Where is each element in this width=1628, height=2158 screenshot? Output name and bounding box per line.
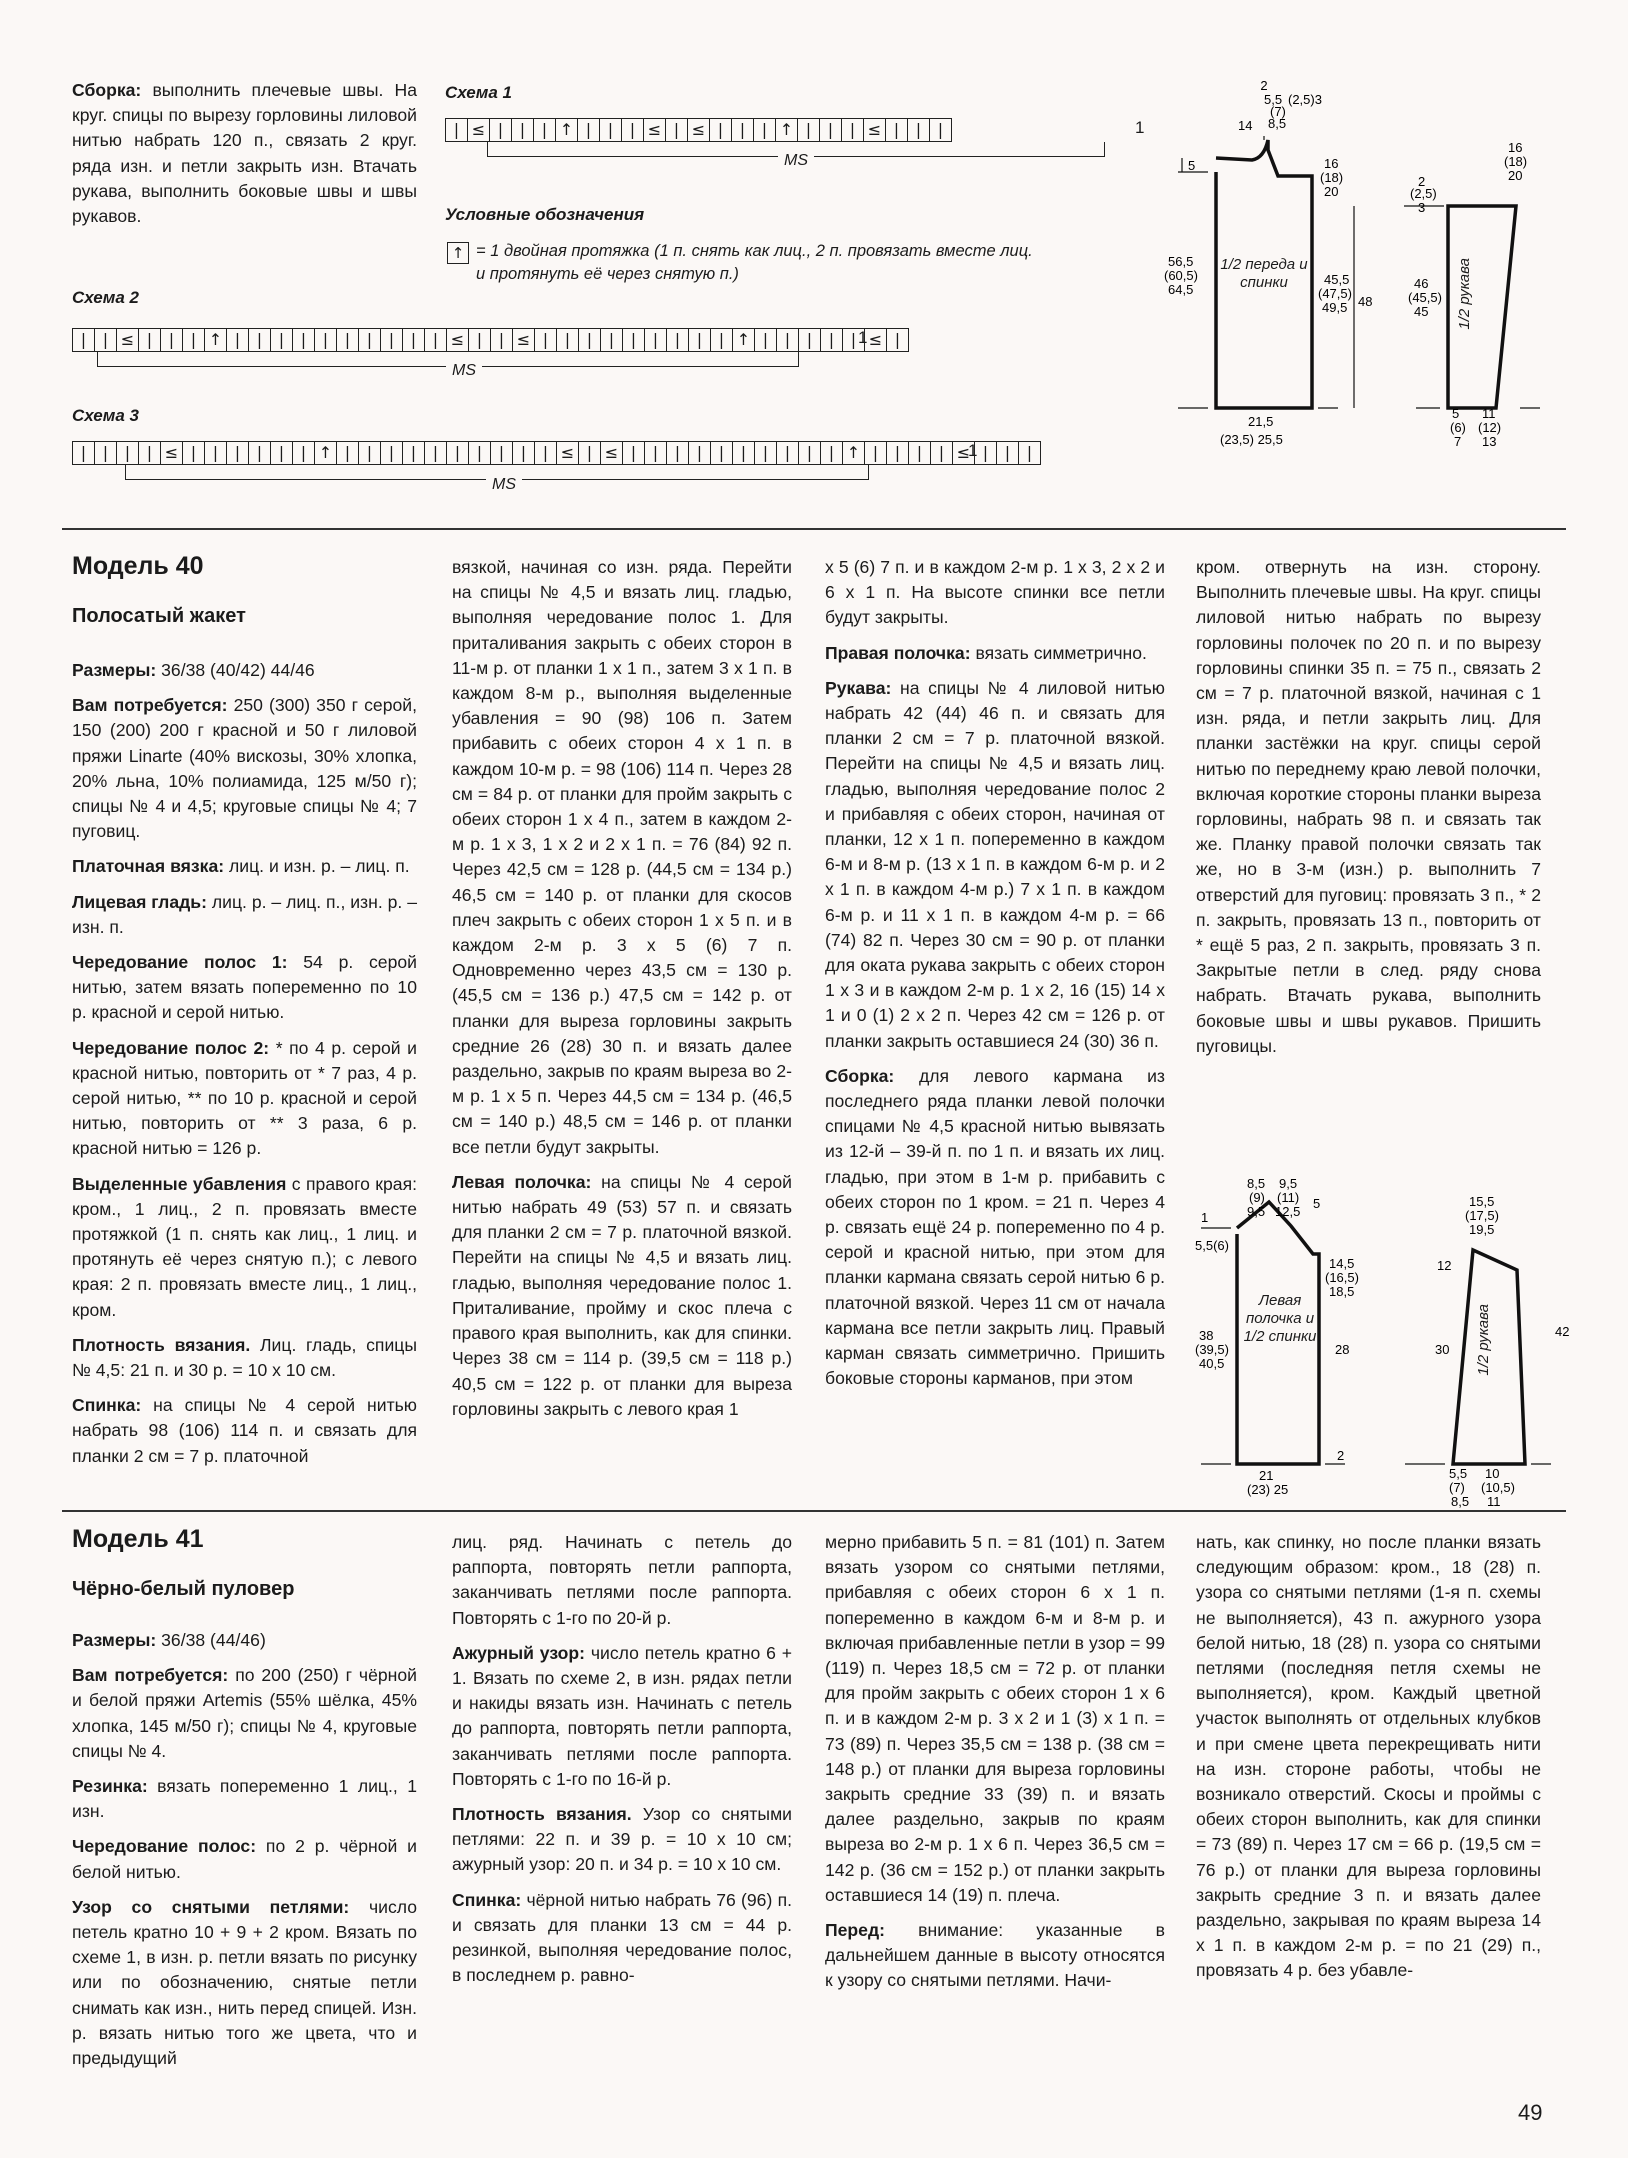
page-number: 49 <box>1518 2100 1543 2125</box>
paragraph-text: вязать симметрично. <box>970 642 1147 663</box>
left-front-label: Левая полочка и 1/2 спинки <box>1243 1292 1317 1345</box>
schema3-cell: ↑ <box>843 442 865 464</box>
double-slip-icon: ↑ <box>447 242 469 264</box>
bs-dim-15-5: 15,5 <box>1469 1194 1495 1209</box>
paragraph-text: число петель кратно 6 + 1. Вязать по схеме 2, в изн. рядах петли и накиды вязать изн. Начинать с петель до раппорта, повторять петли раппорта, заканчивать петлями после раппорта. Повторять с 1-го по 16-й р. <box>452 1642 792 1789</box>
paragraph <box>72 1895 417 2071</box>
paragraph-text: нать, как спинку, но после планки вязать следующим образом: кром., 18 (28) п. узора со снятыми петлями (1-я п. схемы не выполняется), 43 п. ажурного узора белой нитью, 18 (28) п. узора со снятыми петлями (последняя петля схемы не выполняется), кром. Каждый цветной участок выполнять от отдельных клубков и при смене цвета перекрещивать нити на изн. стороне работы, чтобы не возникало отверстий. Скосы и проймы с обеих сторон выполнить, как для спинки = 73 (89) п. Через 17 см = 66 р. (19,5 см = 76 р.) от планки для выреза горловины закрыть средние 3 п. и вязать далее раздельно, закрывая по краям выреза 14 x 1 п. в каждом 2-м р. = по 21 (29) п., провязать 4 р. без убавле- <box>1196 1532 1541 1981</box>
schema2-cell: ≤ <box>513 329 535 351</box>
bs-dim-7: (7) <box>1449 1480 1465 1495</box>
schema3-cell: | <box>513 442 535 464</box>
dim-56-5: 56,5 <box>1168 254 1194 269</box>
paragraph-heading: Правая полочка: <box>825 642 971 663</box>
schema1-cell: | <box>937 120 944 139</box>
schema3-cell: | <box>117 442 139 464</box>
schema3-cell: | <box>623 442 645 464</box>
schema3-cell: | <box>271 442 293 464</box>
paragraph <box>825 641 1165 666</box>
paragraph-text: внимание: указанные в дальнейшем данные в высоту относятся к узору со снятыми петлями. Начи- <box>825 1920 1165 1991</box>
model40-column-4 <box>1196 555 1541 1059</box>
paragraph-text: лиц. ряд. Начинать с петель до раппорта, повторять петли раппорта, заканчивать петлями после раппорта. Повторять с 1-го по 20-й р. <box>452 1532 792 1628</box>
paragraph <box>72 854 417 879</box>
b-dim-9: (9) <box>1249 1190 1265 1205</box>
schema3-cell: | <box>227 442 249 464</box>
dim-20: 20 <box>1324 184 1339 199</box>
paragraph-text: лиц. р. – лиц. п., изн. р. – изн. п. <box>72 891 417 937</box>
bs-dim-10: 10 <box>1485 1466 1500 1481</box>
b-dim-9-5b: 9,5 <box>1279 1176 1298 1191</box>
schema2-row-number: 1 <box>858 328 868 347</box>
paragraph-heading: Чередование полос 1: <box>72 952 288 973</box>
paragraph-text: чёрной нитью набрать 76 (96) п. и связать для планки 13 см = 44 р. резинкой, выполняя чередование полос, в последнем р. равно- <box>452 1889 792 1986</box>
schema3-cell: | <box>491 442 513 464</box>
schema3-title: Схема 3 <box>72 406 139 425</box>
schema1-cell: | <box>710 119 732 141</box>
bs-dim-10-5: (10,5) <box>1481 1480 1515 1495</box>
schema2-cell: | <box>799 329 821 351</box>
schema1-cell: | <box>490 119 512 141</box>
paragraph-text: по 2 р. чёрной и белой нитью. <box>72 1836 417 1882</box>
schema1-cell: | <box>666 119 688 141</box>
paragraph-heading: Выделенные убавления <box>72 1173 287 1194</box>
paragraph <box>72 950 417 1026</box>
paragraph-text: 36/38 (40/42) 44/46 <box>156 660 315 680</box>
dim-2: 2 <box>1260 78 1268 93</box>
sleeve-dim-7: 7 <box>1454 434 1462 449</box>
paragraph <box>452 555 792 1160</box>
paragraph <box>72 693 417 844</box>
paragraph-text: на спицы № 4 серой нитью набрать 49 (53) 57 п. и связать для планки 2 см = 7 р. платочной вязкой. Перейти на спицы № 4,5 и вязать лиц. гладью, выполняя чередование полос 1. Приталивание, пройму и скос плеча с правого края выполнить, как для спинки. Через 38 см = 114 р. (39,5 см = 118 р.) 40,5 см = 122 р. от планки для выреза горловины закрыть с левого края 1 <box>452 1171 792 1419</box>
paragraph-heading: Резинка: <box>72 1776 148 1797</box>
b-dim-28: 28 <box>1335 1342 1350 1357</box>
schema3-cell: | <box>205 442 227 464</box>
dim-16: 16 <box>1324 156 1339 171</box>
model41-title: Модель 41 <box>72 1525 204 1553</box>
schema1-cell: | <box>446 119 468 141</box>
paragraph <box>452 1170 792 1422</box>
paragraph-heading: Чередование полос: <box>72 1836 257 1857</box>
sleeve-dim-48: 48 <box>1358 294 1373 309</box>
dim-18: (18) <box>1320 170 1344 185</box>
paragraph-text: по 200 (250) г чёрной и белой пряжи Artemis (55% шёлка, 45% хлопка, 145 м/50 г); спицы № 4, круговые спицы № 4. <box>72 1665 417 1761</box>
pattern-diagram-model41 <box>1195 1174 1595 1509</box>
schema3-cell: | <box>337 442 359 464</box>
paragraph-heading: Вам потребуется: <box>72 1665 229 1686</box>
sleeve-label-b: 1/2 рукава <box>1475 1304 1492 1376</box>
legend-title: Условные обозначения <box>445 205 645 224</box>
schema1-cell: | <box>600 119 622 141</box>
model40-column-1 <box>72 658 417 1469</box>
paragraph-heading: Размеры: <box>72 1630 157 1650</box>
paragraph-text: Узор со снятыми петлями: 22 п. и 39 р. = 10 x 10 см; ажурный узор: 20 п. и 34 р. = 10 x 10 см. <box>452 1804 792 1875</box>
paragraph-heading: Ажурный узор: <box>452 1642 586 1663</box>
model40-subtitle: Полосатый жакет <box>72 605 246 627</box>
dim-47-5: (47,5) <box>1318 286 1352 301</box>
paragraph-heading: Размеры: <box>72 660 157 680</box>
bs-dim-11: 11 <box>1487 1494 1501 1509</box>
sleeve-dim-16: 16 <box>1508 140 1523 155</box>
schema3-cell: | <box>579 442 601 464</box>
schema3-cell: | <box>931 442 953 464</box>
paragraph-heading: Левая полочка: <box>452 1171 592 1192</box>
b-dim-5: 5 <box>1313 1196 1321 1211</box>
schema1-cell: ≤ <box>864 119 886 141</box>
dim-14: 14 <box>1238 118 1253 133</box>
schema3-cell: ≤ <box>953 442 975 464</box>
paragraph-text: число петель кратно 10 + 9 + 2 кром. Вязать по схеме 1, в изн. р. петли вязать по рисунку или по обозначению, снятые петли снимать как изн., нить перед спицей. Изн. р. вязать нитью того же цвета, что и предыдущий <box>72 1896 417 2069</box>
schema2-cell: | <box>623 329 645 351</box>
sleeve-dim-45: 45 <box>1414 304 1429 319</box>
sleeve-dim-18: (18) <box>1504 154 1528 169</box>
paragraph <box>72 1628 417 1653</box>
assembly-label: Сборка: <box>72 80 142 100</box>
schema1-cell: ≤ <box>644 119 666 141</box>
paragraph-heading: Узор со снятыми петлями: <box>72 1896 350 1917</box>
front-back-label: 1/2 переда и спинки <box>1220 256 1308 291</box>
paragraph-text: Лиц. гладь, спицы № 4,5: 21 п. и 30 р. = 10 x 10 см. <box>72 1334 417 1381</box>
schema3-cell: | <box>887 442 909 464</box>
b-dim-2: 2 <box>1337 1448 1345 1463</box>
model41-column-1 <box>72 1628 417 2071</box>
paragraph-text: x 5 (6) 7 п. и в каждом 2-м р. 1 x 3, 2 x 2 и 6 x 1 п. На высоте спинки все петли будут закрыты. <box>825 557 1165 628</box>
schema3-cell: | <box>865 442 887 464</box>
schema1-ms-label: MS <box>778 152 814 170</box>
schema2-cell: | <box>73 329 95 351</box>
paragraph-heading: Чередование полос 2: <box>72 1037 270 1058</box>
schema3-cell: | <box>249 442 271 464</box>
schema3-cell: | <box>667 442 689 464</box>
schema2-cell: | <box>755 329 777 351</box>
sleeve-dim-6: (6) <box>1450 420 1466 435</box>
schema3-cell: | <box>975 442 997 464</box>
b-dim-23-25: (23) 25 <box>1247 1482 1289 1497</box>
paragraph-heading: Спинка: <box>72 1395 142 1416</box>
schema2-cell: | <box>95 329 117 351</box>
schema2-cell: | <box>777 329 799 351</box>
paragraph-text: лиц. и изн. р. – лиц. п. <box>224 856 410 877</box>
sleeve-dim-2-5: (2,5) <box>1410 186 1437 201</box>
paragraph-heading: Лицевая гладь: <box>72 891 207 912</box>
dim-2-5-3: (2,5)3 <box>1288 92 1322 107</box>
paragraph-text: 54 р. серой нитью, затем вязать попеременно по 10 р. красной и серой нитью. <box>72 952 417 1023</box>
schema3-cell: | <box>139 442 161 464</box>
b-dim-39-5: (39,5) <box>1195 1342 1229 1357</box>
paragraph-heading: Плотность вязания. <box>72 1334 251 1355</box>
schema1-cell: | <box>754 119 776 141</box>
model41-column-2 <box>452 1530 792 1988</box>
schema1-chart <box>445 118 952 142</box>
schema2-cell: | <box>645 329 667 351</box>
dim-21-5: 21,5 <box>1248 414 1274 429</box>
schema3-cell: | <box>469 442 491 464</box>
schema2-cell: | <box>535 329 557 351</box>
schema2-cell: | <box>337 329 359 351</box>
sleeve-dim-2: 2 <box>1418 174 1426 189</box>
schema3-cell: | <box>733 442 755 464</box>
paragraph-heading: Сборка: <box>825 1065 895 1086</box>
model41-column-4 <box>1196 1530 1541 1984</box>
b-dim-14-5: 14,5 <box>1329 1256 1355 1271</box>
bs-dim-8-5: 8,5 <box>1451 1494 1470 1509</box>
schema3-cell: | <box>535 442 557 464</box>
dim-5-5: 5,5 <box>1264 92 1283 107</box>
schema2-cell: | <box>491 329 513 351</box>
sleeve-dim-46: 46 <box>1414 276 1429 291</box>
paragraph-text: вязать попеременно 1 лиц., 1 изн. <box>72 1776 417 1822</box>
paragraph <box>825 1530 1165 1908</box>
b-dim-18-5: 18,5 <box>1329 1284 1355 1299</box>
schema3-cell: | <box>755 442 777 464</box>
dim-60-5: (60,5) <box>1164 268 1198 283</box>
paragraph <box>825 1064 1165 1392</box>
model40-title: Модель 40 <box>72 552 204 580</box>
bs-dim-19-5: 19,5 <box>1469 1222 1495 1237</box>
schema2-cell: | <box>557 329 579 351</box>
paragraph <box>72 1834 417 1884</box>
paragraph-text: для левого кармана из последнего ряда планки левой полочки спицами № 4,5 красной нитью вывязать из 12-й – 39-й п. по 1 п. и вязать их лиц. гладью, при этом в 1-м р. прибавить с обеих сторон по 1 кром. = 21 п. Через 4 р. связать ещё 24 р. попеременно по 4 р. серой и красной нитью, при этом для планки кармана связать серой нитью 6 р. платочной вязкой. Через 11 см от начала кармана все петли закрыть лиц. Правый карман связать симметрично. Пришить боковые стороны карманов, при этом <box>825 1065 1165 1389</box>
paragraph-text: мерно прибавить 5 п. = 81 (101) п. Затем вязать узором со снятыми петлями, прибавляя с обеих сторон 6 x 1 п. попеременно в каждом 6-м и 8-м р. и включая прибавленные петли в узор = 99 (119) п. Через 18,5 см = 72 р. от планки для пройм закрыть с обеих сторон 1 x 6 п. и в каждом 2-м р. 3 x 2 и 1 (3) x 1 п. = 73 (89) п. Через 35,5 см = 138 р. (38 см = 148 р.) от планки для выреза горловины закрыть средние 33 (39) п. и вязать далее раздельно, закрыв по краям выреза во 2-м р. 1 x 6 п. Через 36,5 см = 142 р. (36 см = 152 р.) от планки закрыть оставшиеся 14 (19) п. плеча. <box>825 1532 1165 1905</box>
schema1-cell: | <box>798 119 820 141</box>
sleeve-dim-5: 5 <box>1452 406 1460 421</box>
schema3-ms-label: MS <box>486 476 522 494</box>
paragraph <box>72 1036 417 1162</box>
paragraph-text: кром. отвернуть на изн. сторону. Выполнить плечевые швы. На круг. спицы лиловой нитью набрать по вырезу горловины полочек по 20 п. и по вырезу горловины спинки 35 п. = 75 п., связать 2 см = 7 р. платочной вязкой, начиная с 1 изн. ряда, и петли закрыть лиц. Для планки застёжки на круг. спицы серой нитью по переднему краю левой полочки, включая короткие стороны планки выреза горловины, набрать 98 п. и связать так же. Планку правой полочки связать так же, но в 3-м (изн.) р. выполнить 7 отверстий для пуговиц: провязать 3 п., * 2 п. закрыть, провязать 13 п., повторить от * ещё 5 раз, 2 п. закрыть, провязать 3 п. Закрытые петли в след. ряду снова набрать. Втачать рукава, выполнить боковые швы и швы рукавов. Пришить пуговицы. <box>1196 557 1541 1056</box>
sleeve-dim-12: (12) <box>1478 420 1502 435</box>
paragraph <box>825 555 1165 631</box>
dim-64-5: 64,5 <box>1168 282 1194 297</box>
schema3-grid <box>72 441 1041 465</box>
paragraph <box>452 1641 792 1792</box>
b-dim-12-5: 12,5 <box>1275 1204 1301 1219</box>
sleeve-label: 1/2 рукава <box>1456 258 1473 330</box>
paragraph-text: с правого края: кром., 1 лиц., 2 п. провязать вместе протяжкой (1 п. снять как лиц., 1 лиц. и протянуть её через снятую п.); с левого края: 2 п. провязать вместе лиц., 1 лиц., кром. <box>72 1173 417 1320</box>
model40-column-3 <box>825 555 1165 1392</box>
dim-49-5: 49,5 <box>1322 300 1348 315</box>
model40-column-2 <box>452 555 792 1422</box>
schema3-cell: | <box>777 442 799 464</box>
schema1-cell: | <box>512 119 534 141</box>
schema3-cell: | <box>909 442 931 464</box>
b-dim-1: 1 <box>1201 1210 1209 1225</box>
schema3-cell: | <box>425 442 447 464</box>
schema2-cell: | <box>249 329 271 351</box>
paragraph-text: на спицы № 4 серой нитью набрать 98 (106) 114 п. и связать для планки 2 см = 7 р. платочной <box>72 1395 417 1466</box>
schema1-row-number: 1 <box>1135 118 1145 137</box>
schema3-cell: | <box>645 442 667 464</box>
b-dim-16-5: (16,5) <box>1325 1270 1359 1285</box>
schema2-title: Схема 2 <box>72 288 139 307</box>
schema3-cell: | <box>821 442 843 464</box>
schema2-cell: | <box>183 329 205 351</box>
sleeve-dim-11: 11 <box>1482 406 1496 421</box>
paragraph-heading: Вам потребуется: <box>72 695 228 716</box>
schema1-grid <box>445 118 952 142</box>
schema3-cell: | <box>997 442 1019 464</box>
schema1-cell: | <box>842 119 864 141</box>
paragraph <box>1196 1530 1541 1984</box>
schema3-cell: | <box>73 442 95 464</box>
schema1-cell: | <box>578 119 600 141</box>
schema3-cell: | <box>799 442 821 464</box>
schema2-cell: | <box>403 329 425 351</box>
schema3-cell: | <box>447 442 469 464</box>
schema2-cell: | <box>315 329 337 351</box>
paragraph <box>1196 555 1541 1059</box>
model41-subtitle: Чёрно-белый пуловер <box>72 1578 295 1600</box>
schema2-cell: ≤ <box>117 329 139 351</box>
schema2-cell: | <box>469 329 491 351</box>
b-dim-11: (11) <box>1277 1190 1300 1205</box>
assembly-paragraph <box>72 78 417 229</box>
paragraph <box>72 1774 417 1824</box>
b-dim-5-5-6: 5,5(6) <box>1195 1238 1229 1253</box>
paragraph <box>452 1802 792 1878</box>
schema3-cell: | <box>95 442 117 464</box>
schema3-row-number: 1 <box>968 441 978 460</box>
paragraph <box>825 1918 1165 1994</box>
schema2-cell: | <box>821 329 843 351</box>
b-dim-40-5: 40,5 <box>1199 1356 1225 1371</box>
dim-5: 5 <box>1188 158 1196 173</box>
schema2-cell: | <box>359 329 381 351</box>
paragraph-heading: Перед: <box>825 1920 885 1941</box>
schema2-cell: | <box>227 329 249 351</box>
schema2-cell: | <box>161 329 183 351</box>
paragraph <box>452 1530 792 1631</box>
schema3-cell: ≤ <box>557 442 579 464</box>
schema2-cell: | <box>601 329 623 351</box>
schema2-cell: ↑ <box>733 329 755 351</box>
bs-dim-5-5: 5,5 <box>1449 1466 1468 1481</box>
schema1-cell: | <box>908 119 930 141</box>
schema1-cell: ≤ <box>468 119 490 141</box>
section-divider-bottom <box>62 1510 1566 1512</box>
paragraph-heading: Рукава: <box>825 677 892 698</box>
paragraph <box>72 1333 417 1383</box>
schema2-cell: ≤ <box>865 329 887 351</box>
paragraph-heading: Платочная вязка: <box>72 856 225 877</box>
schema2-cell: ≤ <box>447 329 469 351</box>
schema1-cell: | <box>534 119 556 141</box>
schema1-cell: ↑ <box>776 119 798 141</box>
schema3-cell: | <box>183 442 205 464</box>
schema3-cell: | <box>293 442 315 464</box>
schema3-cell: | <box>689 442 711 464</box>
assembly-text: выполнить плечевые швы. На круг. спицы по вырезу горловины лиловой нитью набрать 120 п., связать 2 круг. ряда изн. и петли закрыть изн. Втачать рукава, выполнить боковые швы и швы рукавов. <box>72 80 417 227</box>
schema3-cell: | <box>1026 443 1033 462</box>
schema3-cell: ↑ <box>315 442 337 464</box>
bs-dim-17-5: (17,5) <box>1465 1208 1499 1223</box>
paragraph-heading: Плотность вязания. <box>452 1804 632 1825</box>
schema3-cell: | <box>711 442 733 464</box>
bs-dim-42: 42 <box>1555 1324 1570 1339</box>
dim-8-5: 8,5 <box>1268 116 1287 131</box>
schema3-cell: ≤ <box>601 442 623 464</box>
schema2-cell: | <box>894 330 901 349</box>
paragraph-text: * по 4 р. серой и красной нитью, повторить от * 7 раз, 4 р. серой нитью, ** по 10 р. красной и серой нитью, повторить от ** 3 раза, 6 р. красной нитью = 126 р. <box>72 1037 417 1159</box>
paragraph-text: 250 (300) 350 г серой, 150 (200) 200 г красной и 50 г лиловой пряжи Linarte (40% вискозы, 30% хлопка, 20% льна, 10% полиамида, 125 м/50 г); спицы № 4 и 4,5; круговые спицы № 4; 7 пуговиц. <box>72 695 417 842</box>
schema2-cell: | <box>711 329 733 351</box>
paragraph <box>825 676 1165 1054</box>
b-dim-21: 21 <box>1259 1468 1274 1483</box>
schema2-grid <box>72 328 909 352</box>
schema2-cell: | <box>293 329 315 351</box>
paragraph <box>72 658 417 683</box>
b-dim-9-5: 9,5 <box>1247 1204 1266 1219</box>
schema1-cell: | <box>820 119 842 141</box>
paragraph-heading: Спинка: <box>452 1889 522 1910</box>
schema1-cell: | <box>732 119 754 141</box>
paragraph <box>72 1663 417 1764</box>
schema2-chart <box>72 328 909 352</box>
dim-7: (7) <box>1270 104 1286 119</box>
schema2-cell: | <box>843 329 865 351</box>
dim-23-5-25-5: (23,5) 25,5 <box>1220 432 1283 447</box>
pattern-diagram-model40 <box>1164 78 1588 478</box>
sleeve-dim-13: 13 <box>1482 434 1497 449</box>
paragraph <box>72 890 417 940</box>
schema3-cell: | <box>359 442 381 464</box>
paragraph-text: на спицы № 4 лиловой нитью набрать 42 (44) 46 п. и связать для планки 2 см = 7 р. платочной вязкой. Перейти на спицы № 4,5 и вязать лиц. гладью, выполняя чередование полос 2 и прибавляя с обеих сторон, начиная от планки, 12 x 1 п. попеременно в каждом 6-м и 8-м р. (13 x 1 п. в каждом 6-м р. и 2 x 1 п. в каждом 4-м р.) 7 x 1 п. в каждом 6-м р. и 11 x 1 п. в каждом 4-м р. = 66 (74) 82 п. Через 30 см = 90 р. от планки для оката рукава закрыть с обеих сторон 1 x 3 и в каждом 2-м р. 1 x 2, 16 (15) 14 x 1 и 0 (1) 2 x 2 п. Через 42 см = 126 р. от планки закрыть оставшиеся 24 (30) 36 п. <box>825 677 1165 1051</box>
paragraph <box>452 1888 792 1989</box>
schema1-cell: | <box>622 119 644 141</box>
schema2-cell: | <box>579 329 601 351</box>
dim-45-5: 45,5 <box>1324 272 1350 287</box>
paragraph <box>72 1393 417 1469</box>
sleeve-dim-20: 20 <box>1508 168 1523 183</box>
paragraph <box>72 1172 417 1323</box>
schema2-cell: | <box>425 329 447 351</box>
schema3-cell: | <box>381 442 403 464</box>
bs-dim-12: 12 <box>1437 1258 1452 1273</box>
b-dim-38: 38 <box>1199 1328 1214 1343</box>
legend-text: = 1 двойная протяжка (1 п. снять как лиц., 2 п. провязать вместе лиц. и протянуть её через снятую п.) <box>476 242 1033 283</box>
schema2-cell: | <box>271 329 293 351</box>
b-dim-8-5: 8,5 <box>1247 1176 1266 1191</box>
schema2-cell: ↑ <box>205 329 227 351</box>
schema1-cell: | <box>886 119 908 141</box>
sleeve-dim-3: 3 <box>1418 200 1426 215</box>
schema3-cell: | <box>403 442 425 464</box>
schema3-cell: ≤ <box>161 442 183 464</box>
bs-dim-30: 30 <box>1435 1342 1450 1357</box>
paragraph-text: 36/38 (44/46) <box>156 1630 266 1650</box>
schema2-cell: | <box>689 329 711 351</box>
section-divider-top <box>62 528 1566 530</box>
schema3-chart <box>72 441 1041 465</box>
schema1-title: Схема 1 <box>445 83 512 102</box>
schema2-ms-label: MS <box>446 362 482 380</box>
schema1-cell: ↑ <box>556 119 578 141</box>
schema2-cell: | <box>139 329 161 351</box>
schema2-cell: | <box>381 329 403 351</box>
sleeve-dim-45-5: (45,5) <box>1408 290 1442 305</box>
model41-column-3 <box>825 1530 1165 1994</box>
schema2-cell: | <box>667 329 689 351</box>
paragraph-text: вязкой, начиная со изн. ряда. Перейти на спицы № 4,5 и вязать лиц. гладью, выполняя чередование полос 1. Для приталивания закрыть с обеих сторон в 11-м р. от планки 1 x 1 п., затем 3 x 1 п. в каждом 8-м р., выполняя выделенные убавления = 90 (98) 106 п. Затем прибавить с обеих сторон 4 x 1 п. в каждом 10-м р. = 98 (106) 114 п. Через 28 см = 84 р. от планки для пройм закрыть с обеих сторон 1 x 4 п., затем в каждом 2-м р. 1 x 3, 1 x 2 и 2 x 1 п. = 76 (84) 92 п. Через 42,5 см = 128 р. (44,5 см = 134 р.) 46,5 см = 140 р. от планки для скосов плеч закрыть с обеих сторон 1 x 5 п. и в каждом 2-м р. 3 x 5 (6) 7 п. Одновременно через 43,5 см = 130 р. (45,5 см = 136 р.) 47,5 см = 142 р. от планки для выреза горловины закрыть средние 26 (28) 30 п. и вязать далее раздельно, закрыв по краям выреза во 2-м р. 1 x 5 п. Через 44,5 см = 134 р. (46,5 см = 140 р.) 48,5 см = 146 р. от планки все петли будут закрыты. <box>452 557 792 1157</box>
schema1-cell: ≤ <box>688 119 710 141</box>
